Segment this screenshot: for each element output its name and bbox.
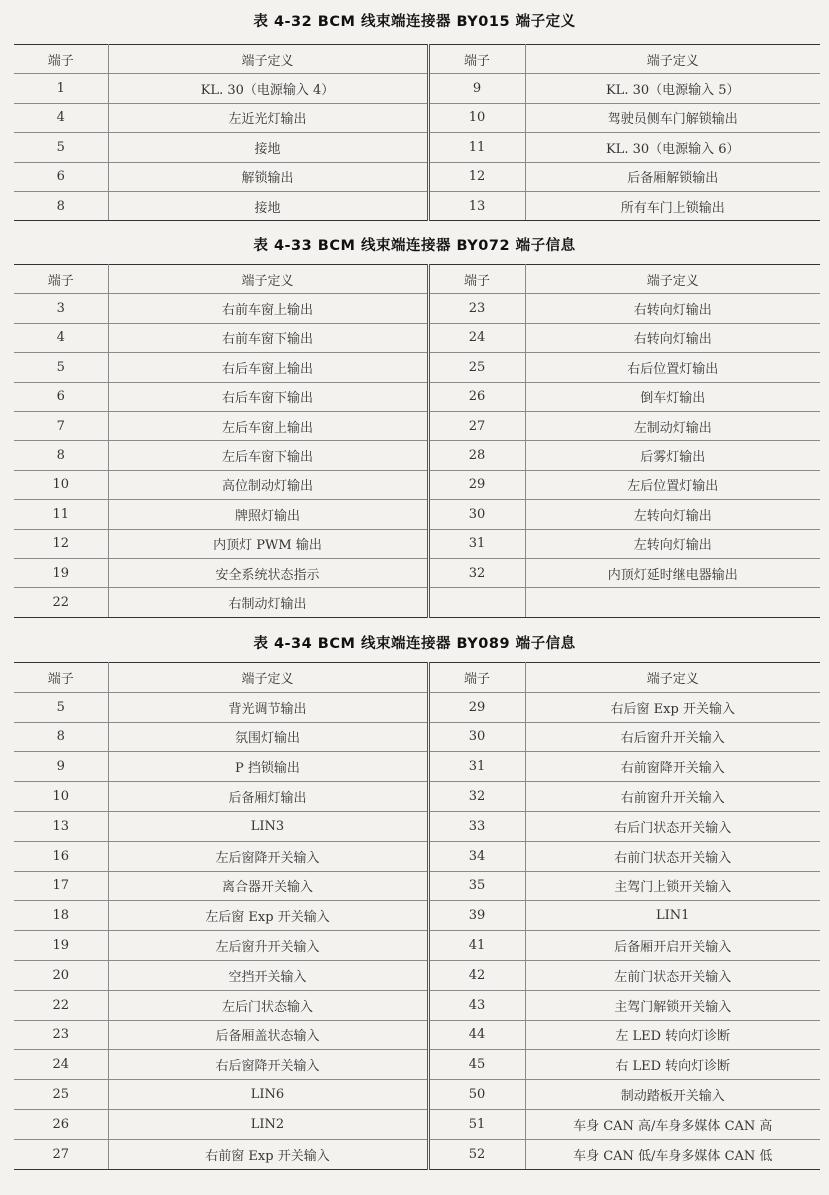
table-row <box>14 133 820 162</box>
table-row <box>14 841 820 871</box>
pin-definition: 左后车窗下输出 <box>108 441 428 470</box>
pin-definition: 右前车窗上输出 <box>108 294 428 323</box>
header-row <box>14 663 820 693</box>
table-row <box>14 722 820 752</box>
pin-number: 29 <box>428 692 525 722</box>
pin-number: 11 <box>14 500 108 529</box>
pin-number: 8 <box>14 191 108 220</box>
pin-number: 13 <box>428 191 525 220</box>
pin-definition: LIN2 <box>108 1109 428 1139</box>
pin-number: 28 <box>428 441 525 470</box>
pin-number: 39 <box>428 901 525 931</box>
pin-number: 29 <box>428 470 525 499</box>
pin-number: 24 <box>14 1050 108 1080</box>
pin-definition: 右后门状态开关输入 <box>525 811 820 841</box>
pin-number: 8 <box>14 441 108 470</box>
pin-definition: 主驾门上锁开关输入 <box>525 871 820 901</box>
pin-definition: 后备厢盖状态输入 <box>108 1020 428 1050</box>
pin-number: 32 <box>428 558 525 587</box>
pin-number: 22 <box>14 588 108 617</box>
table-row <box>14 1139 820 1169</box>
pin-definition: 后备厢开启开关输入 <box>525 931 820 961</box>
pin-definition <box>525 588 820 617</box>
table-row <box>14 871 820 901</box>
table-row <box>14 1080 820 1110</box>
pin-number: 9 <box>14 752 108 782</box>
pin-number: 44 <box>428 1020 525 1050</box>
pin-number: 41 <box>428 931 525 961</box>
pin-definition: 背光调节输出 <box>108 692 428 722</box>
pin-definition: P 挡锁输出 <box>108 752 428 782</box>
pin-definition: 右制动灯输出 <box>108 588 428 617</box>
pin-definition: KL. 30（电源输入 5） <box>525 74 820 103</box>
pin-definition: 左后位置灯输出 <box>525 470 820 499</box>
pin-number: 4 <box>14 323 108 352</box>
pin-definition: 离合器开关输入 <box>108 871 428 901</box>
pin-number: 10 <box>428 103 525 132</box>
pin-definition: 右 LED 转向灯诊断 <box>525 1050 820 1080</box>
pin-number: 7 <box>14 411 108 440</box>
pin-definition: 所有车门上锁输出 <box>525 191 820 220</box>
pin-definition: 倒车灯输出 <box>525 382 820 411</box>
pin-number: 22 <box>14 990 108 1020</box>
pin-definition: LIN1 <box>525 901 820 931</box>
pin-definition: LIN6 <box>108 1080 428 1110</box>
header-pin: 端子 <box>14 265 108 294</box>
table-by015 <box>14 44 820 221</box>
pin-definition: 左近光灯输出 <box>108 103 428 132</box>
table-row <box>14 74 820 103</box>
pin-number: 20 <box>14 960 108 990</box>
pin-definition: 后备厢灯输出 <box>108 782 428 812</box>
pin-definition: 车身 CAN 低/车身多媒体 CAN 低 <box>525 1139 820 1169</box>
pin-definition: KL. 30（电源输入 6） <box>525 133 820 162</box>
table-row <box>14 323 820 352</box>
table-row <box>14 811 820 841</box>
table-row <box>14 411 820 440</box>
pin-definition: 右后窗升开关输入 <box>525 722 820 752</box>
header-pin: 端子 <box>428 45 525 74</box>
pin-definition: 主驾门解锁开关输入 <box>525 990 820 1020</box>
table-row <box>14 191 820 220</box>
pin-definition: 右前窗升开关输入 <box>525 782 820 812</box>
pin-number: 50 <box>428 1080 525 1110</box>
pin-number: 11 <box>428 133 525 162</box>
table-row <box>14 588 820 617</box>
table-row <box>14 692 820 722</box>
table-row <box>14 162 820 191</box>
pin-definition: 右前车窗下输出 <box>108 323 428 352</box>
header-definition: 端子定义 <box>108 45 428 74</box>
table-row <box>14 353 820 382</box>
pin-definition: 右前窗降开关输入 <box>525 752 820 782</box>
pin-definition: 右后位置灯输出 <box>525 353 820 382</box>
pin-number: 13 <box>14 811 108 841</box>
pin-number: 12 <box>428 162 525 191</box>
pin-definition: 牌照灯输出 <box>108 500 428 529</box>
pin-number: 43 <box>428 990 525 1020</box>
table-caption-4-34: 表 4-34 BCM 线束端连接器 BY089 端子信息 <box>253 636 576 652</box>
pin-number: 17 <box>14 871 108 901</box>
pin-number: 52 <box>428 1139 525 1169</box>
pin-number: 30 <box>428 722 525 752</box>
pin-number: 6 <box>14 162 108 191</box>
pin-definition: 驾驶员侧车门解锁输出 <box>525 103 820 132</box>
pin-definition: LIN3 <box>108 811 428 841</box>
table-row <box>14 990 820 1020</box>
table-row <box>14 1020 820 1050</box>
table-row <box>14 382 820 411</box>
pin-definition: 右转向灯输出 <box>525 323 820 352</box>
pin-number: 23 <box>428 294 525 323</box>
pin-number: 45 <box>428 1050 525 1080</box>
table-row <box>14 500 820 529</box>
pin-definition: 右前门状态开关输入 <box>525 841 820 871</box>
pin-number: 26 <box>14 1109 108 1139</box>
header-pin: 端子 <box>14 663 108 693</box>
pin-number: 26 <box>428 382 525 411</box>
pin-definition: 左后门状态输入 <box>108 990 428 1020</box>
header-pin: 端子 <box>14 45 108 74</box>
table-caption-4-32: 表 4-32 BCM 线束端连接器 BY015 端子定义 <box>253 14 576 30</box>
pin-definition: 氛围灯输出 <box>108 722 428 752</box>
header-definition: 端子定义 <box>108 265 428 294</box>
header-pin: 端子 <box>428 265 525 294</box>
table-row <box>14 1109 820 1139</box>
pin-number: 32 <box>428 782 525 812</box>
pin-definition: 右后车窗上输出 <box>108 353 428 382</box>
header-row <box>14 265 820 294</box>
table-row <box>14 470 820 499</box>
table-row <box>14 441 820 470</box>
pin-number: 10 <box>14 470 108 499</box>
pin-definition: 解锁输出 <box>108 162 428 191</box>
pin-definition: 接地 <box>108 191 428 220</box>
table-row <box>14 752 820 782</box>
header-row <box>14 45 820 74</box>
pin-definition: 左前门状态开关输入 <box>525 960 820 990</box>
pin-number: 25 <box>428 353 525 382</box>
pin-definition: 高位制动灯输出 <box>108 470 428 499</box>
header-pin: 端子 <box>428 663 525 693</box>
table-row <box>14 294 820 323</box>
pin-number: 35 <box>428 871 525 901</box>
pin-definition: 右前窗 Exp 开关输入 <box>108 1139 428 1169</box>
pin-definition: 右后车窗下输出 <box>108 382 428 411</box>
pin-number: 12 <box>14 529 108 558</box>
pin-number: 5 <box>14 353 108 382</box>
pin-definition: 左 LED 转向灯诊断 <box>525 1020 820 1050</box>
pin-number: 31 <box>428 529 525 558</box>
pin-number: 42 <box>428 960 525 990</box>
pin-definition: 制动踏板开关输入 <box>525 1080 820 1110</box>
pin-number: 25 <box>14 1080 108 1110</box>
pin-number: 4 <box>14 103 108 132</box>
pin-definition: 接地 <box>108 133 428 162</box>
pin-number: 1 <box>14 74 108 103</box>
table-by089 <box>14 662 820 1170</box>
pin-definition: 内顶灯 PWM 输出 <box>108 529 428 558</box>
table-row <box>14 901 820 931</box>
pin-definition: 内顶灯延时继电器输出 <box>525 558 820 587</box>
pin-number: 23 <box>14 1020 108 1050</box>
pin-number: 3 <box>14 294 108 323</box>
pin-number: 5 <box>14 133 108 162</box>
pin-definition: 左后车窗上输出 <box>108 411 428 440</box>
pin-definition: 后备厢解锁输出 <box>525 162 820 191</box>
header-definition: 端子定义 <box>108 663 428 693</box>
pin-number: 19 <box>14 558 108 587</box>
table-by072 <box>14 264 820 618</box>
pin-definition: 右转向灯输出 <box>525 294 820 323</box>
pin-number: 27 <box>14 1139 108 1169</box>
table-row <box>14 1050 820 1080</box>
table-row <box>14 558 820 587</box>
pin-number: 51 <box>428 1109 525 1139</box>
pin-definition: 左转向灯输出 <box>525 500 820 529</box>
pin-number: 8 <box>14 722 108 752</box>
pin-number: 31 <box>428 752 525 782</box>
pin-number: 5 <box>14 692 108 722</box>
pin-definition: 右后窗降开关输入 <box>108 1050 428 1080</box>
pin-number: 33 <box>428 811 525 841</box>
pin-number: 16 <box>14 841 108 871</box>
header-definition: 端子定义 <box>525 663 820 693</box>
pin-number: 24 <box>428 323 525 352</box>
table-row <box>14 529 820 558</box>
table-caption-4-33: 表 4-33 BCM 线束端连接器 BY072 端子信息 <box>253 238 576 254</box>
pin-number: 9 <box>428 74 525 103</box>
pin-number: 18 <box>14 901 108 931</box>
pin-definition: 空挡开关输入 <box>108 960 428 990</box>
pin-definition: 左后窗 Exp 开关输入 <box>108 901 428 931</box>
header-definition: 端子定义 <box>525 45 820 74</box>
pin-number: 30 <box>428 500 525 529</box>
pin-number: 19 <box>14 931 108 961</box>
pin-definition: 左制动灯输出 <box>525 411 820 440</box>
pin-definition: 后雾灯输出 <box>525 441 820 470</box>
table-row <box>14 931 820 961</box>
header-definition: 端子定义 <box>525 265 820 294</box>
pin-definition: 安全系统状态指示 <box>108 558 428 587</box>
pin-definition: 车身 CAN 高/车身多媒体 CAN 高 <box>525 1109 820 1139</box>
pin-number: 27 <box>428 411 525 440</box>
pin-definition: 左后窗降开关输入 <box>108 841 428 871</box>
pin-definition: 右后窗 Exp 开关输入 <box>525 692 820 722</box>
table-row <box>14 960 820 990</box>
pin-number: 6 <box>14 382 108 411</box>
pin-definition: KL. 30（电源输入 4） <box>108 74 428 103</box>
table-row <box>14 103 820 132</box>
pin-definition: 左转向灯输出 <box>525 529 820 558</box>
pin-definition: 左后窗升开关输入 <box>108 931 428 961</box>
pin-number: 34 <box>428 841 525 871</box>
pin-number: 10 <box>14 782 108 812</box>
table-row <box>14 782 820 812</box>
pin-number <box>428 588 525 617</box>
